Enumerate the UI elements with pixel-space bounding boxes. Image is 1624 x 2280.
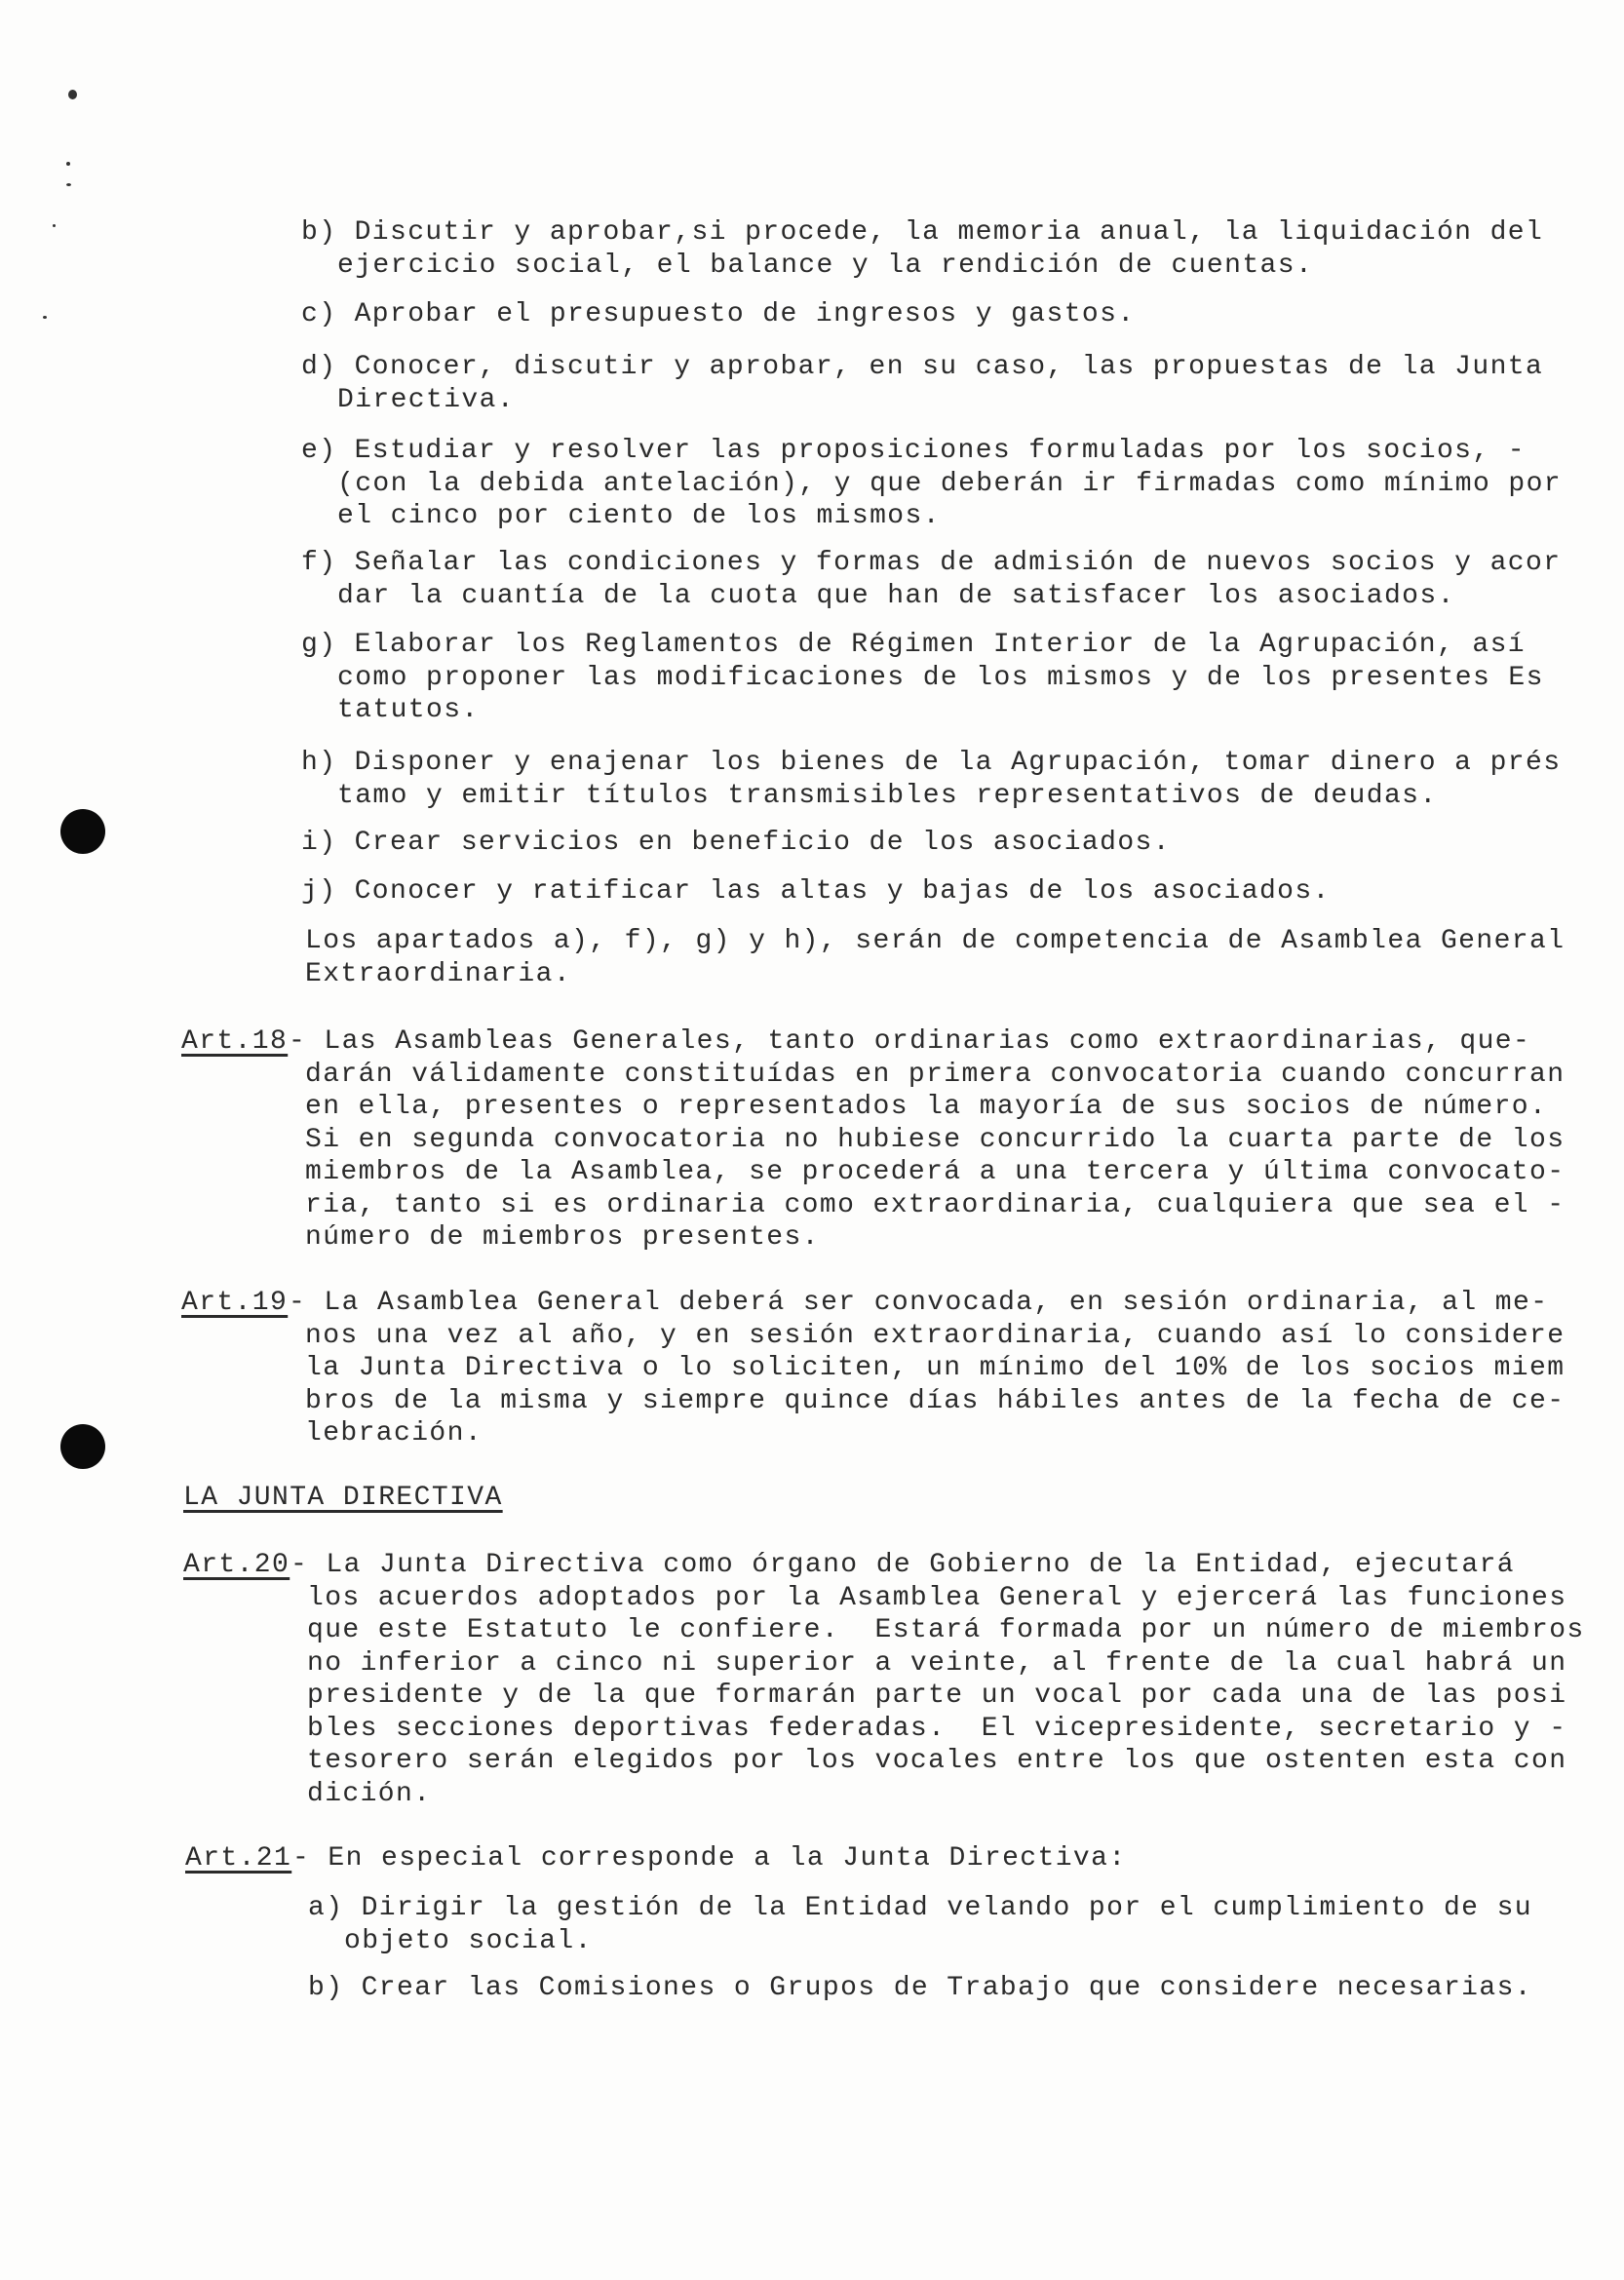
text-line: el cinco por ciento de los mismos. bbox=[337, 501, 941, 531]
text-line: - Las Asambleas Generales, tanto ordinarias como extraordinarias, que- bbox=[289, 1026, 1531, 1057]
text-line: dición. bbox=[307, 1778, 432, 1809]
text-line: c) Aprobar el presupuesto de ingresos y gastos. bbox=[301, 299, 1136, 329]
punch-hole-bottom bbox=[60, 1424, 105, 1469]
article-label: Art.19 bbox=[181, 1288, 289, 1318]
text-line: dar la cuantía de la cuota que han de satisfacer los asociados. bbox=[337, 580, 1455, 611]
text-line: los acuerdos adoptados por la Asamblea General y ejercerá las funciones bbox=[307, 1582, 1567, 1613]
text-line: número de miembros presentes. bbox=[305, 1222, 820, 1253]
text-line: b) Discutir y aprobar,si procede, la memoria anual, la liquidación del bbox=[301, 217, 1544, 248]
text-line: g) Elaborar los Reglamentos de Régimen Interior de la Agrupación, así bbox=[301, 630, 1526, 660]
punch-hole-top bbox=[60, 809, 105, 854]
list-item-c bbox=[301, 298, 1136, 331]
speck bbox=[43, 316, 47, 319]
text-line: f) Señalar las condiciones y formas de admisión de nuevos socios y acor bbox=[301, 548, 1562, 578]
text-line: ejercicio social, el balance y la rendición de cuentas. bbox=[337, 250, 1314, 281]
text-line: nos una vez al año, y en sesión extraordinaria, cuando así lo considere bbox=[305, 1320, 1566, 1351]
text-line: i) Crear servicios en beneficio de los asociados. bbox=[301, 828, 1171, 858]
text-line: - La Junta Directiva como órgano de Gobierno de la Entidad, ejecutará bbox=[290, 1550, 1515, 1580]
text-line: j) Conocer y ratificar las altas y bajas de los asociados. bbox=[301, 876, 1331, 907]
article-18-text bbox=[289, 1025, 1565, 1255]
text-line: lebración. bbox=[305, 1418, 483, 1449]
text-line: a) Dirigir la gestión de la Entidad velando por el cumplimiento de su bbox=[308, 1893, 1532, 1923]
text-line: como proponer las modificaciones de los mismos y de los presentes Es bbox=[337, 662, 1544, 693]
article-label: Art.21 bbox=[185, 1843, 292, 1874]
list-item-e bbox=[301, 435, 1562, 533]
text-line: Si en segunda convocatoria no hubiese concurrido la cuarta parte de los bbox=[305, 1124, 1566, 1155]
text-line: b) Crear las Comisiones o Grupos de Trabajo que considere necesarias. bbox=[308, 1973, 1532, 2003]
text-line: e) Estudiar y resolver las proposiciones formuladas por los socios, - bbox=[301, 436, 1526, 466]
article-label: Art.20 bbox=[183, 1550, 290, 1580]
text-line: ria, tanto si es ordinaria como extraordinaria, cualquiera que sea el - bbox=[305, 1189, 1566, 1220]
text-line: - La Asamblea General deberá ser convocada, en sesión ordinaria, al me- bbox=[289, 1288, 1549, 1318]
text-line: Extraordinaria. bbox=[305, 958, 572, 989]
text-line: tatutos. bbox=[337, 695, 480, 725]
text-line: no inferior a cinco ni superior a veinte, al frente de la cual habrá un bbox=[307, 1647, 1567, 1679]
text-line: tesorero serán elegidos por los vocales entre los que ostenten esta con bbox=[307, 1746, 1567, 1776]
list-item-d bbox=[301, 351, 1543, 416]
competence-note bbox=[305, 925, 1565, 990]
text-line: tamo y emitir títulos transmisibles representativos de deudas. bbox=[337, 780, 1438, 811]
speck bbox=[66, 183, 71, 186]
text-line: Directiva. bbox=[337, 384, 516, 415]
article-label: Art.18 bbox=[181, 1026, 289, 1057]
text-line: miembros de la Asamblea, se procederá a una tercera y última convocato- bbox=[305, 1157, 1566, 1187]
art21-item-a bbox=[308, 1892, 1532, 1957]
list-item-i bbox=[301, 827, 1171, 860]
text-line: - En especial corresponde a la Junta Directiva: bbox=[292, 1843, 1127, 1874]
text-line: bles secciones deportivas federadas. El vicepresidente, secretario y - bbox=[307, 1713, 1567, 1744]
art21-item-b bbox=[308, 1972, 1532, 2005]
text-line: presidente y de la que formarán parte un vocal por cada una de las posi bbox=[307, 1681, 1567, 1711]
text-line: en ella, presentes o representados la mayoría de sus socios de número. bbox=[305, 1092, 1548, 1122]
text-line: h) Disponer y enajenar los bienes de la Agrupación, tomar dinero a prés bbox=[301, 748, 1562, 778]
text-line: d) Conocer, discutir y aprobar, en su caso, las propuestas de la Junta bbox=[301, 352, 1544, 382]
list-item-f bbox=[301, 547, 1561, 612]
article-19-text bbox=[289, 1287, 1565, 1450]
list-item-b bbox=[301, 216, 1543, 282]
list-item-h bbox=[301, 747, 1561, 812]
text-line: darán válidamente constituídas en primera convocatoria cuando concurran bbox=[305, 1059, 1566, 1090]
speck bbox=[53, 224, 56, 227]
speck bbox=[66, 162, 70, 166]
list-item-g bbox=[301, 629, 1544, 727]
list-item-j bbox=[301, 875, 1331, 908]
speck bbox=[68, 90, 77, 99]
article-21-text bbox=[292, 1842, 1127, 1875]
text-line: que este Estatuto le confiere. Estará formada por un número de miembros bbox=[307, 1615, 1585, 1645]
text-line: (con la debida antelación), y que deberán ir firmadas como mínimo por bbox=[337, 468, 1562, 499]
article-20-text bbox=[290, 1549, 1585, 1810]
text-line: Los apartados a), f), g) y h), serán de competencia de Asamblea General bbox=[305, 926, 1566, 956]
text-line: la Junta Directiva o lo soliciten, un mínimo del 10% de los socios miem bbox=[305, 1353, 1566, 1383]
text-line: bros de la misma y siempre quince días hábiles antes de la fecha de ce- bbox=[305, 1385, 1566, 1416]
section-heading: LA JUNTA DIRECTIVA bbox=[183, 1483, 503, 1513]
text-line: objeto social. bbox=[344, 1925, 593, 1956]
